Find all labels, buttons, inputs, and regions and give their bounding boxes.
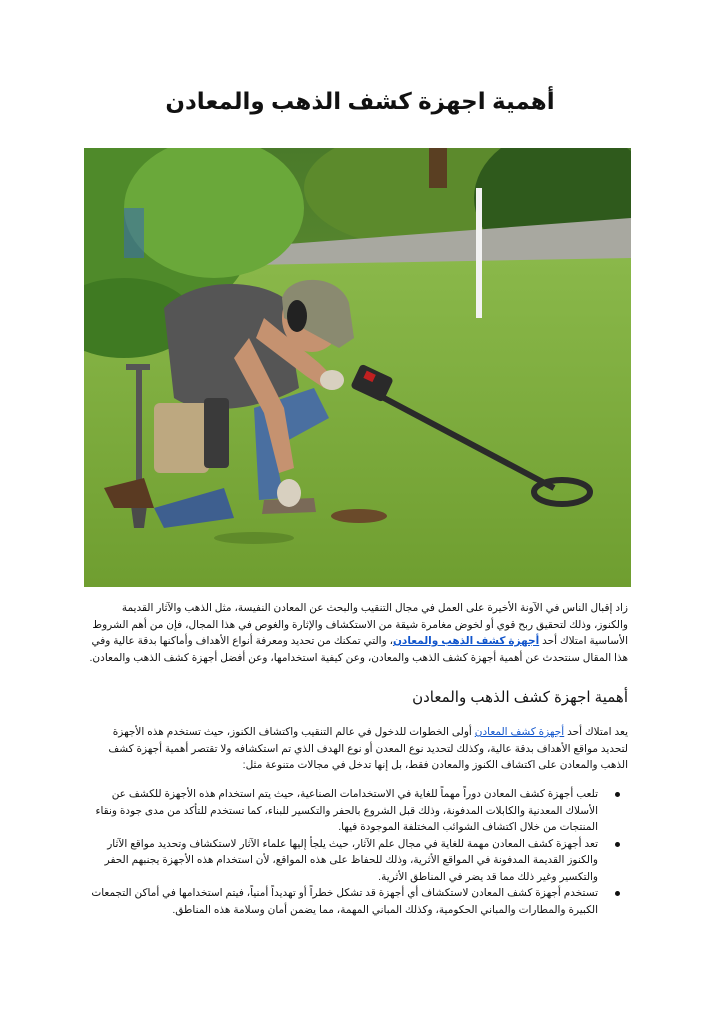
list-item-text: تعد أجهزة كشف المعادن مهمة للغاية في مجال علم الآثار، حيث يلجأ إليها علماء الآثار لاستكشاف وتحديد مواقع الآثار والكنوز القديمة المدفونة في المواقع الأثرية، وذلك للحفاظ على هذه المواقع، لأن استخدام هذه الأجهزة يجنبهم الحفر والتكسير وغير ذلك مما قد يضر في المناطق الأثرية. — [104, 837, 598, 883]
list-item — [88, 836, 628, 886]
bullet-icon — [615, 891, 620, 896]
section-text-end: أولى الخطوات للدخول في عالم التنقيب واكتشاف الكنوز، حيث تستخدم هذه الأجهزة لتحديد مواقع الأهداف بدقة عالية، وكذلك لتحديد نوع المعدن أو نوع الهدف الذي تم استكشافه ولا تقتصر أهمية أجهزة كشف الذهب والمعادن على اكتشاف الكنوز والمعادن فقط، بل إنها تدخل في مجالات متنوعة مثل: — [108, 726, 628, 771]
section-heading: أهمية اجهزة كشف الذهب والمعادن — [412, 689, 628, 706]
page-title: أهمية اجهزة كشف الذهب والمعادن — [165, 88, 555, 114]
intro-text-end: ، والتي تمكنك من تحديد ومعرفة أنواع الأهداف وأماكنها بدقة عالية وفي هذا المقال سنتحدث عن أهمية أجهزة كشف الذهب والمعادن، وعن كيفية استخدامها، وعن أفضل أجهزة كشف الذهب والمعادن. — [89, 635, 628, 664]
intro-text-start: زاد إقبال الناس في الآونة الأخيرة على العمل في مجال التنقيب والبحث عن المعادن النفيسة، مثل الذهب والآثار القديمة والكنوز، وذلك لتحقيق ربح قوي أو لخوض مغامرة شيقة من الاستكشاف والإثارة والغوص في هذا المجال، فإن من أهم الشروط الأساسية امتلاك أحد — [92, 602, 628, 647]
list-item-text: تستخدم أجهزة كشف المعادن لاستكشاف أي أجهزة قد تشكل خطراً أو تهديداً أمنياً، فيتم استخدامها في أماكن التجمعات الكبيرة والمطارات والمباني الحكومية، وكذلك المباني المهمة، مما يضمن أمان وسلامة هذه المناطق. — [91, 887, 598, 916]
section-text-start: يعد امتلاك أحد — [564, 726, 628, 738]
intro-paragraph — [88, 600, 628, 666]
list-item-text: تلعب أجهزة كشف المعادن دوراً مهماً للغاية في الاستخدامات الصناعية، حيث يتم استخدام هذه الأجهزة للكشف عن الأسلاك المعدنية والكابلات المدفونة، وذلك قبل الشروع بالحفر والتكسير للبناء، كما تستخدم للتأكد من مدى جودة ونقاء المنتجات من خلال اكتشاف الشوائب المختلفة الموجودة فيها. — [95, 788, 598, 833]
bullet-icon — [615, 842, 620, 847]
bullet-icon — [615, 792, 620, 797]
metal-detectors-link[interactable]: أجهزة كشف المعادن — [474, 726, 565, 738]
uses-list — [88, 786, 628, 918]
section-paragraph — [88, 724, 628, 774]
photo-illustration — [84, 148, 631, 587]
metal-detecting-photo — [84, 148, 631, 587]
list-item — [88, 885, 628, 918]
gold-detectors-link[interactable]: أجهزة كشف الذهب والمعادن — [392, 635, 540, 647]
list-item — [88, 786, 628, 836]
